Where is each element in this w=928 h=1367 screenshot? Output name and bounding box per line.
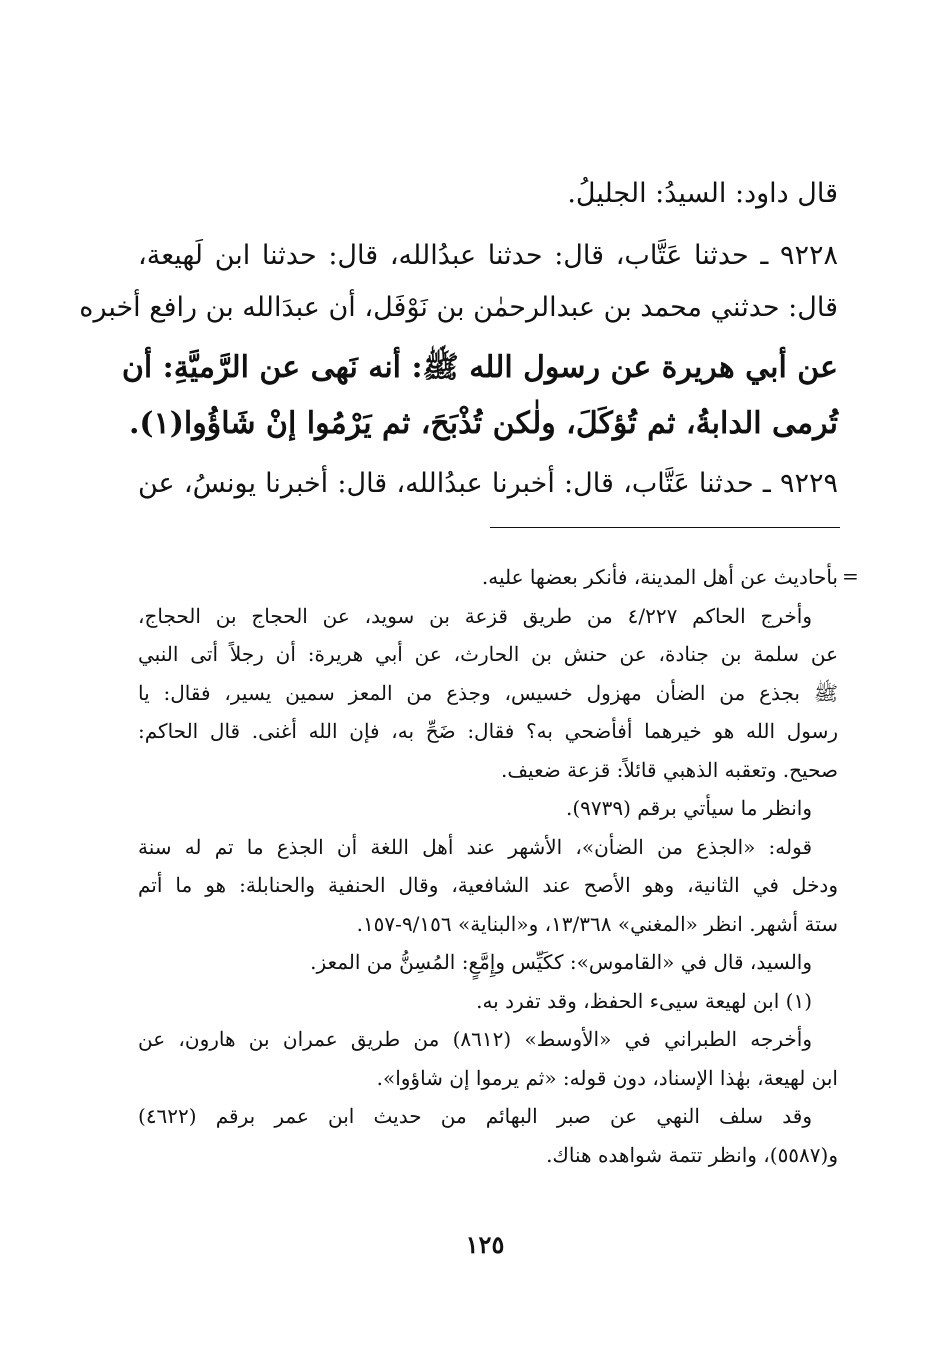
continuation-mark: =	[842, 564, 859, 588]
footnote-line: وقد سلف النهي عن صبر البهائم من حديث ابن عمر برقم (٤٦٢٢)	[138, 1104, 812, 1128]
footnote-line: ودخل في الثانية، وهو الأصح عند الشافعية، وقال الحنفية والحنابلة: هو ما أتم	[138, 873, 838, 897]
hadith-9228-line: ٩٢٢٨ ـ حدثنا عَتَّاب، قال: حدثنا عبدُالله، قال: حدثنا ابن لَهيعة،	[138, 240, 838, 271]
footnote-line: وانظر ما سيأتي برقم (٩٧٣٩).	[566, 796, 812, 820]
footnote-divider	[490, 527, 840, 528]
main-line: قال: حدثني محمد بن عبدالرحمٰن بن نَوْفَل، أن عبدَالله بن رافع أخبره	[79, 292, 838, 323]
main-line: قال داود: السيدُ: الجليلُ.	[567, 178, 838, 209]
footnote-line: وأخرجه الطبراني في «الأوسط» (٨٦١٢) من طريق عمران بن هارون، عن	[138, 1027, 812, 1051]
footnote-line: ستة أشهر. انظر «المغني» ١٣/٣٦٨، و«البناية» ٩/١٥٦-١٥٧.	[356, 911, 838, 936]
footnote-line: ﷺ بجذع من الضأن مهزول خسيس، وجذع من المعز سمين يسير، فقال: يا	[138, 680, 838, 705]
footnote-line: صحيح. وتعقبه الذهبي قائلاً: قزعة ضعيف.	[500, 757, 838, 782]
prophetic-text-line: عن أبي هريرة عن رسول الله ﷺ: أنه نَهى عن الرَّميَّةِ: أن	[121, 350, 838, 385]
footnote-line: ابن لهيعة، بهٰذا الإسناد، دون قوله: «ثم يرموا إن شاؤوا».	[376, 1065, 838, 1090]
footnotes	[138, 558, 838, 1174]
footnote-line: و(٥٥٨٧)، وانظر تتمة شواهده هناك.	[546, 1142, 838, 1167]
footnote-line: والسيد، قال في «القاموس»: ككَيِّس وإِمَّعٍ: المُسِنُّ من المعز.	[310, 950, 812, 974]
footnote-1-line: (١) ابن لهيعة سيىء الحفظ، وقد تفرد به.	[476, 988, 812, 1013]
footnote-line: رسول الله هو خيرهما أفأضحي به؟ فقال: ضَحِّ به، فإن الله أغنى. قال الحاكم:	[138, 719, 838, 743]
page-number: ١٢٥	[465, 1230, 505, 1259]
footnote-line: بأحاديث عن أهل المدينة، فأنكر بعضها عليه.	[481, 565, 838, 589]
footnote-line: عن سلمة بن جنادة، عن حنش بن الحارث، عن أبي هريرة: أن رجلاً أتى النبي	[138, 642, 838, 666]
footnote-line: وأخرج الحاكم ٤/٢٢٧ من طريق قزعة بن سويد، عن الحجاج بن الحجاج،	[138, 603, 812, 628]
main-text	[79, 168, 838, 510]
footnote-line: قوله: «الجذع من الضأن»، الأشهر عند أهل اللغة أن الجذع ما تم له سنة	[138, 834, 812, 859]
prophetic-text-line: تُرمى الدابةُ، ثم تُؤكَلَ، ولٰكن تُذْبَحَ، ثم يَرْمُوا إنْ شَاؤُوا(١).	[128, 406, 838, 441]
hadith-9229-line: ٩٢٢٩ ـ حدثنا عَتَّاب، قال: أخبرنا عبدُالله، قال: أخبرنا يونسُ، عن	[138, 468, 838, 499]
